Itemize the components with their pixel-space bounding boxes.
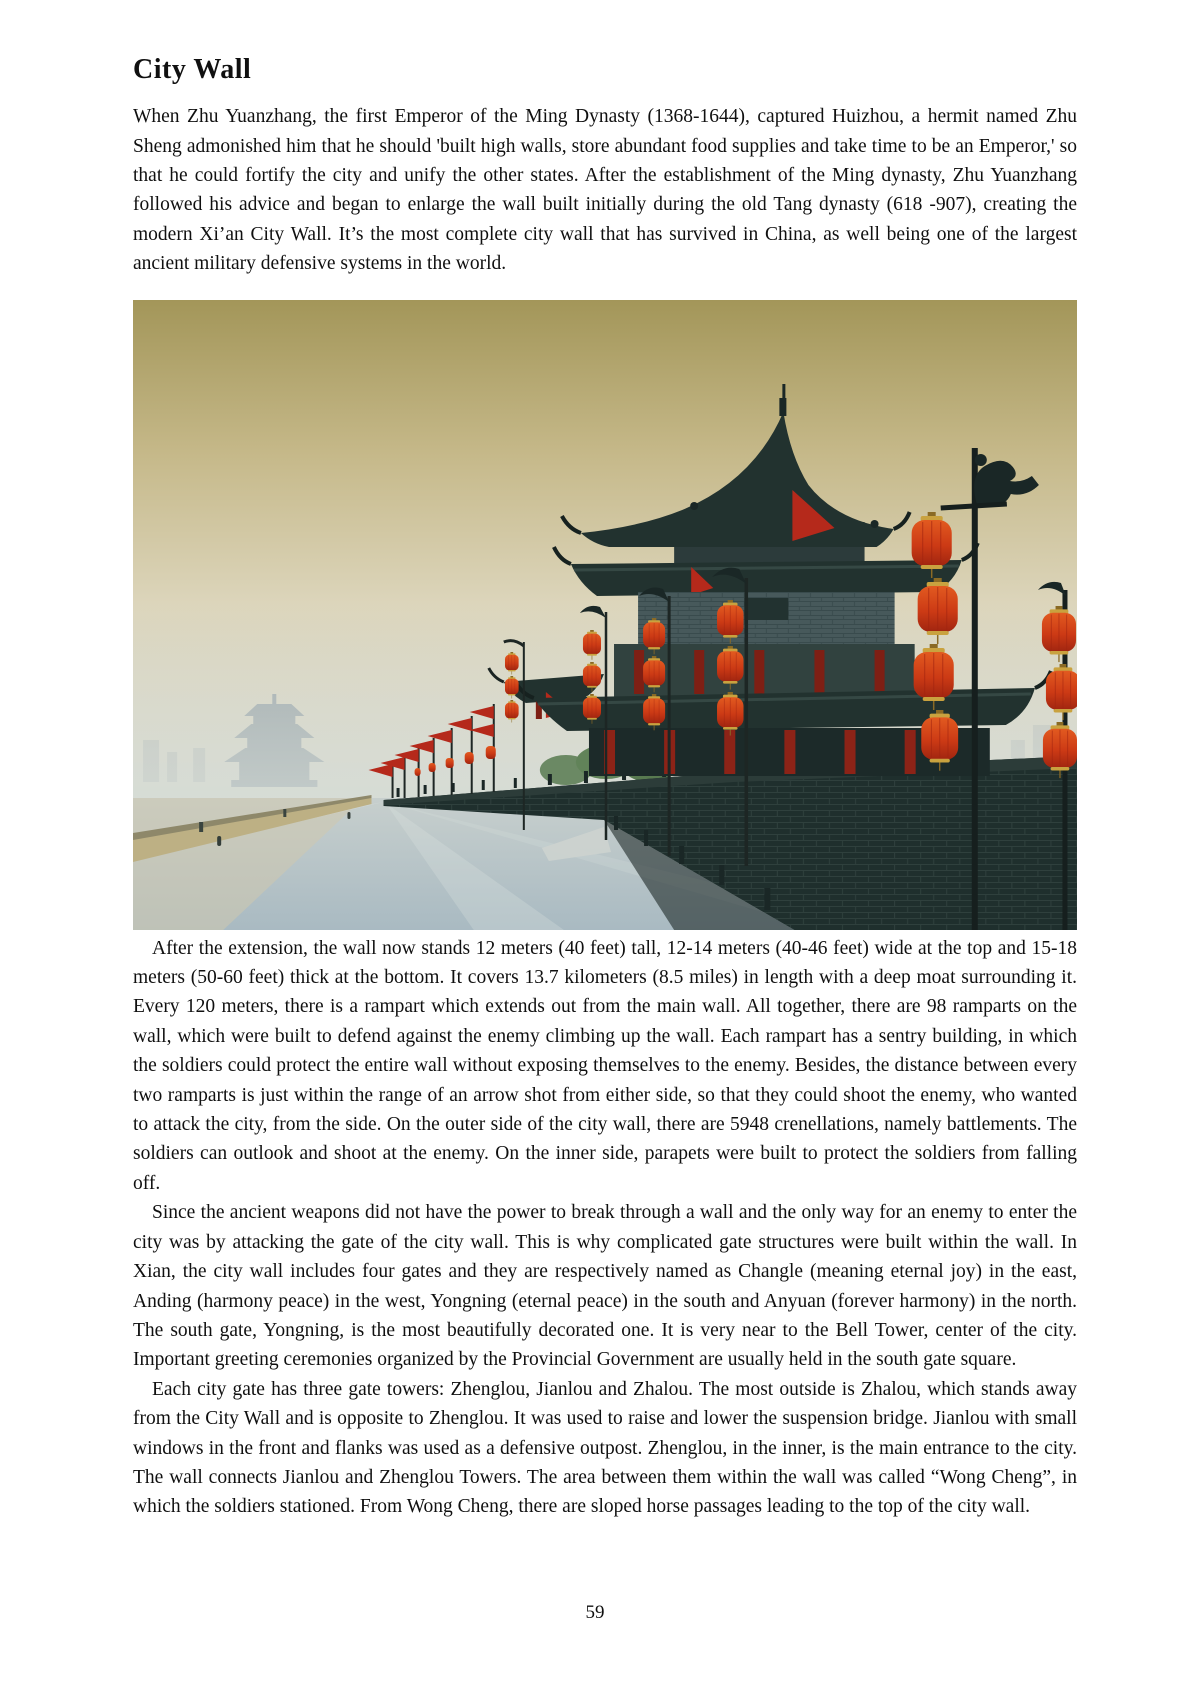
paragraph-gate-towers: Each city gate has three gate towers: Zhenglou, Jianlou and Zhalou. The most outside is Zhalou, which stands away from the City Wall and is opposite to Zhenglou. It was used to raise and lower the suspension bridge. Jianlou with small windows in the front and flanks was used as a defensive outpost. Zhenglou, in the inner, is the main entrance to the city. The wall connects Jianlou and Zhenglou Towers. The area between them within the wall was called “Wong Cheng”, in which the soldiers stationed. From Wong Cheng, there are sloped horse passages leading to the top of the city wall. xyxy=(133,1378,1077,1518)
paragraph-intro: When Zhu Yuanzhang, the first Emperor of the Ming Dynasty (1368-1644), captured Huizhou, a hermit named Zhu Sheng admonished him that he should 'built high walls, store abundant food supplies and take time to be an Emperor,' so that he could fortify the city and unify the other states. After the establishment of the Ming dynasty, Zhu Yuanzhang followed his advice and began to enlarge the wall built initially during the old Tang dynasty (618 -907), creating the modern Xi’an City Wall. It’s the most complete city wall that has survived in China, as well being one of the largest ancient military defensive systems in the world. xyxy=(133,106,1077,275)
paragraph-dimensions: After the extension, the wall now stands 12 meters (40 feet) tall, 12-14 meters (40-46 feet) wide at the top and 15-18 meters (50-60 feet) thick at the bottom. It covers 13.7 kilometers (8.5 miles) in length with a deep moat surrounding it. Every 120 meters, there is a rampart which extends out from the main wall. All together, there are 98 ramparts on the wall, which were built to defend against the enemy climbing up the wall. Each rampart has a sentry building, in which the soldiers could protect the entire wall without exposing themselves to the enemy. Besides, the distance between every two ramparts is just within the range of an arrow shot from either side, so that they could shoot the enemy, who wanted to attack the city, from the side. On the outer side of the city wall, there are 5948 crenellations, namely battlements. The soldiers can outlook and shoot at the enemy. On the inner side, parapets were built to protect the soldiers from falling off. xyxy=(133,937,1077,1194)
paragraph-gates: Since the ancient weapons did not have the power to break through a wall and the only way for an enemy to enter the city was by attacking the gate of the city wall. This is why complicated gate structures were built within the wall. In Xian, the city wall includes four gates and they are respectively named as Changle (meaning eternal joy) in the east, Anding (harmony peace) in the west, Yongning (eternal peace) in the south and Anyuan (forever harmony) in the north. The south gate, Yongning, is the most beautifully decorated one. It is very near to the Bell Tower, center of the city. Important greeting ceremonies organized by the Provincial Government are usually held in the south gate square. xyxy=(133,1202,1077,1371)
city-wall-photo-canvas xyxy=(133,300,1077,930)
page-title: City Wall xyxy=(133,54,252,85)
page-number: 59 xyxy=(585,1602,605,1623)
city-wall-photo xyxy=(133,300,1077,930)
